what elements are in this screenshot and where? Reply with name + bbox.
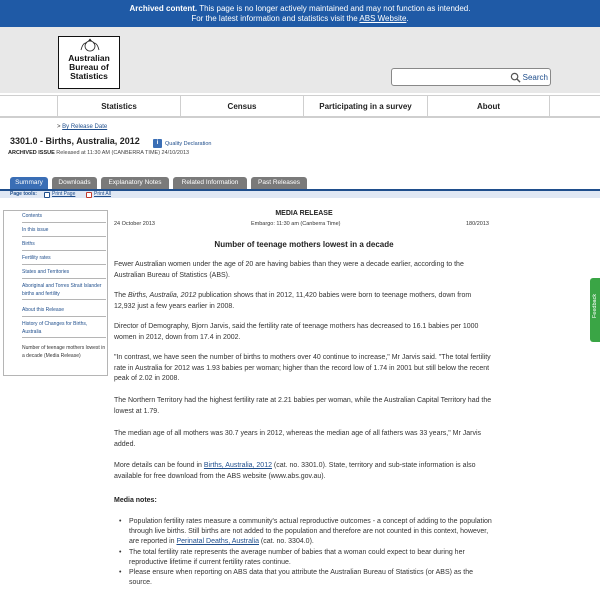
- tab-explanatory-notes[interactable]: Explanatory Notes: [101, 177, 169, 189]
- perinatal-deaths-link[interactable]: Perinatal Deaths, Australia: [176, 538, 259, 545]
- abs-website-link[interactable]: ABS Website: [359, 14, 407, 23]
- paragraph-5: The Northern Territory had the highest fertility rate at 2.21 babies per woman, while the Australian Capital Territory had the lowest at 1.79.: [114, 397, 492, 415]
- archive-line1-text: This page is no longer actively maintained and may not function as intended.: [197, 4, 471, 13]
- archive-banner-line1: [0, 4, 600, 14]
- search-input[interactable]: [395, 71, 505, 83]
- nav-about[interactable]: About: [427, 96, 550, 117]
- contents-sidebar: [3, 210, 108, 376]
- print-page-icon: [44, 192, 50, 198]
- page-tools-label: Page tools:: [10, 191, 37, 197]
- release-number: 180/2013: [466, 221, 489, 227]
- breadcrumb-by-release-date[interactable]: By Release Date: [62, 124, 108, 130]
- archive-strong: Archived content.: [129, 4, 198, 13]
- archived-issue-text: Released at 11:30 AM (CANBERRA TIME) 24/10/2013: [54, 150, 190, 156]
- search-icon: [510, 72, 521, 83]
- sidebar-item-in-this-issue[interactable]: In this issue: [22, 227, 106, 237]
- feedback-tab[interactable]: [590, 278, 600, 342]
- archive-banner-line2: [0, 14, 600, 24]
- note1-post: (cat. no. 3304.0).: [258, 538, 314, 545]
- sidebar-item-about-this-release[interactable]: About this Release: [22, 307, 106, 317]
- archived-issue-line: [8, 150, 189, 156]
- search-button[interactable]: [510, 71, 548, 84]
- print-page-label: Print Page: [52, 191, 76, 197]
- site-header: [0, 27, 600, 93]
- nav-statistics[interactable]: Statistics: [57, 96, 180, 117]
- media-note-2: • The total fertility rate represents the average number of babies that a woman could expect to bear during her reproductive lifetime if current fertility rates continue.: [129, 548, 494, 568]
- release-headline: Number of teenage mothers lowest in a decade: [214, 240, 394, 249]
- paragraph-1: Fewer Australian women under the age of 20 are having babies than they were a decade earlier, according to the Australian Bureau of Statistics (ABS).: [114, 261, 464, 279]
- print-page-link[interactable]: [44, 191, 75, 198]
- quality-declaration-label: Quality Declaration: [165, 140, 212, 147]
- p2-pre: The: [114, 292, 129, 299]
- archived-issue-label: ARCHIVED ISSUE: [8, 150, 55, 156]
- page-title: 3301.0 - Births, Australia, 2012: [10, 136, 140, 146]
- births-australia-2012-link[interactable]: Births, Australia, 2012: [203, 462, 272, 469]
- p2-post: publication shows that in 2012, 11,420 babies were born to teenage mothers, down from 12,932 just a few years earlier in 2008.: [114, 292, 472, 310]
- release-date: 24 October 2013: [114, 221, 155, 227]
- logo-line3: Statistics: [70, 71, 108, 81]
- media-note-1: [129, 517, 494, 547]
- print-all-label: Print All: [94, 191, 111, 197]
- feedback-label: Feedback: [592, 293, 598, 319]
- media-release-heading: MEDIA RELEASE: [275, 210, 333, 217]
- media-notes-title: Media notes:: [114, 497, 157, 504]
- search-box: [391, 68, 551, 86]
- archive-banner: [0, 0, 600, 27]
- paragraph-6: The median age of all mothers was 30.7 years in 2012, whereas the median age of all fathers was 33 years," Mr Jarvis added.: [114, 430, 482, 448]
- logo-text: [59, 54, 119, 81]
- sidebar-item-media-release: Number of teenage mothers lowest in a decade (Media Release): [22, 345, 106, 359]
- breadcrumb: [57, 124, 107, 130]
- paragraph-3: Director of Demography, Bjorn Jarvis, said the fertility rate of teenage mothers has decreased to 16.1 babies per 1000 women in 2012, down from 17.4 in 2002.: [114, 323, 479, 341]
- release-embargo: Embargo: 11:30 am (Canberra Time): [251, 221, 341, 227]
- archive-line2-suffix: .: [406, 14, 409, 23]
- sidebar-item-fertility-rates[interactable]: Fertility rates: [22, 255, 106, 265]
- tab-downloads[interactable]: Downloads: [52, 177, 97, 189]
- abs-logo[interactable]: [58, 36, 120, 89]
- paragraph-7: [114, 461, 494, 482]
- media-note-3: • Please ensure when reporting on ABS data that you attribute the Australian Bureau of Statistics (or ABS) as the source.: [129, 568, 494, 588]
- logo-line1: Australian: [68, 53, 110, 63]
- paragraph-4: "In contrast, we have seen the number of births to mothers over 40 continue to increase," Mr Jarvis said. "The total fertility rate in Australia for 2012 was 1.93 babies per woman; higher than the record low of 1.74 in 2001 but still below the recent peak of 2.02 in 2008.: [114, 354, 491, 382]
- p7-post: (cat. no. 3301.0). State, territory and sub-state information is also available for free download from the ABS website (www.abs.gov.au).: [114, 462, 476, 480]
- sidebar-item-contents[interactable]: Contents: [22, 213, 106, 223]
- coat-of-arms-icon: [79, 38, 101, 52]
- tab-past-releases[interactable]: Past Releases: [251, 177, 307, 189]
- sidebar-item-births[interactable]: Births: [22, 241, 106, 251]
- page-tools-bar: [0, 191, 600, 198]
- p2-italic-title: Births, Australia, 2012: [128, 292, 197, 299]
- sidebar-item-history-of-changes[interactable]: History of Changes for Births, Australia: [22, 321, 106, 338]
- p7-pre: More details can be found in: [114, 462, 204, 469]
- breadcrumb-separator: >: [57, 124, 63, 130]
- sidebar-item-states-and-territories[interactable]: States and Territories: [22, 269, 106, 279]
- sidebar-item-aboriginal-births[interactable]: Aboriginal and Torres Strait Islander births and fertility: [22, 283, 106, 300]
- media-notes-list: [129, 517, 494, 589]
- search-button-label: Search: [522, 73, 548, 82]
- quality-declaration-link[interactable]: [153, 139, 211, 148]
- print-all-link[interactable]: [86, 191, 111, 198]
- tab-summary[interactable]: Summary: [10, 177, 48, 189]
- archive-line2-text: For the latest information and statistics visit the: [191, 14, 360, 23]
- logo-line2: Bureau of: [69, 62, 109, 72]
- note1-pre: Population fertility rates measure a community's actual reproductive outcomes - a concept of adding to the population through live births. Still births are not added to the population and therefore are not counted in this context, however, are reported in: [129, 518, 492, 545]
- print-all-icon: [86, 192, 92, 198]
- nav-census[interactable]: Census: [180, 96, 303, 117]
- nav-participating-in-a-survey[interactable]: Participating in a survey: [303, 96, 427, 117]
- paragraph-2: [114, 291, 494, 312]
- info-icon: i: [153, 139, 162, 148]
- main-nav: [0, 95, 600, 118]
- tab-related-information[interactable]: Related Information: [173, 177, 247, 189]
